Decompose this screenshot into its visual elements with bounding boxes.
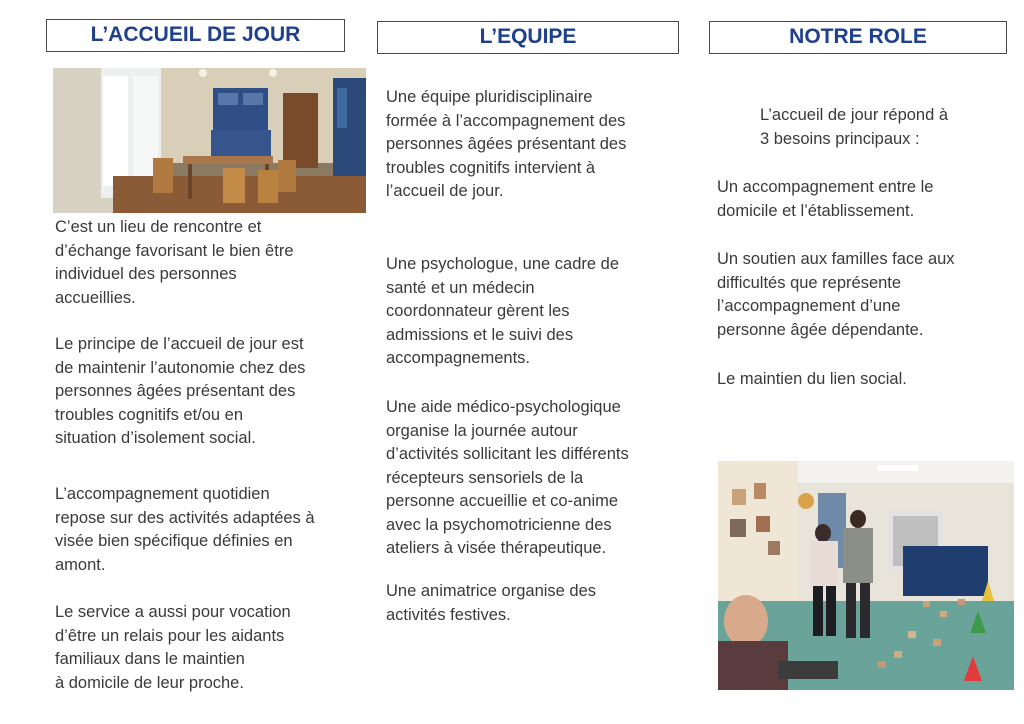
day-care-room-photo xyxy=(53,68,366,213)
accueil-paragraph-1: C’est un lieu de rencontre et d’échange favorisant le bien être individuel des personnes accueillies. xyxy=(55,218,294,307)
role-paragraph-3: Le maintien du lien social. xyxy=(717,370,907,388)
role-paragraph-1: Un accompagnement entre le domicile et l’établissement. xyxy=(717,178,934,220)
accueil-paragraph-2: Le principe de l’accueil de jour est de maintenir l’autonomie chez des personnes âgées présentant des troubles cognitifs et/ou en situation d’isolement social. xyxy=(55,335,306,447)
equipe-paragraph-4: Une animatrice organise des activités festives. xyxy=(386,582,597,624)
activity-room-photo xyxy=(718,461,1014,690)
title-notre-role: NOTRE ROLE xyxy=(709,21,1007,54)
accueil-paragraph-4: Le service a aussi pour vocation d’être un relais pour les aidants familiaux dans le maintien à domicile de leur proche. xyxy=(55,603,291,692)
title-equipe: L’EQUIPE xyxy=(377,21,679,54)
title-accueil-de-jour: L’ACCUEIL DE JOUR xyxy=(46,19,345,52)
accueil-paragraph-3: L’accompagnement quotidien repose sur des activités adaptées à visée bien spécifique définies en amont. xyxy=(55,485,315,574)
equipe-paragraph-1: Une équipe pluridisciplinaire formée à l’accompagnement des personnes âgées présentant des troubles cognitifs intervient à l’accueil de jour. xyxy=(386,88,627,200)
equipe-paragraph-3: Une aide médico-psychologique organise la journée autour d’activités sollicitant les différents récepteurs sensoriels de la personne accueillie et co-anime avec la psychomotricienne des ateliers à visée thérapeutique. xyxy=(386,398,629,557)
role-paragraph-2: Un soutien aux familles face aux difficultés que représente l’accompagnement d’une personne âgée dépendante. xyxy=(717,250,955,339)
role-intro: L’accueil de jour répond à 3 besoins principaux : xyxy=(760,106,949,148)
equipe-paragraph-2: Une psychologue, une cadre de santé et un médecin coordonnateur gèrent les admissions et le suivi des accompagnements. xyxy=(386,255,619,367)
